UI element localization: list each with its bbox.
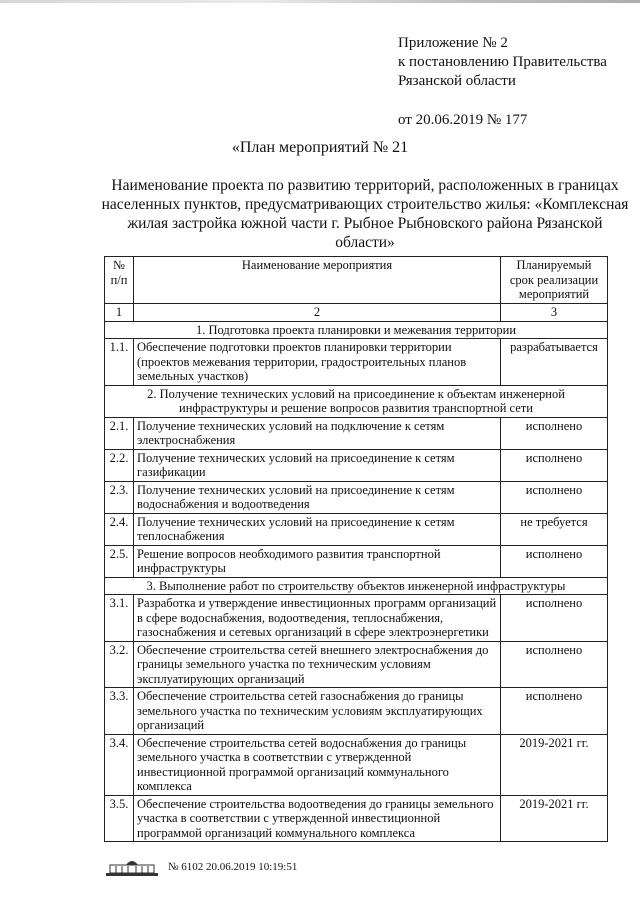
section-title: 1. Подготовка проекта планировки и межевания территории <box>105 321 608 339</box>
registration-stamp: № 6102 20.06.2019 10:19:51 <box>168 861 298 873</box>
row-term: исполнено <box>501 641 608 688</box>
table-row <box>105 795 608 842</box>
row-name: Обеспечение строительства сетей газоснабжения до границы земельного участка по техническим условиям эксплуатирующих организаций <box>134 688 501 735</box>
table-row <box>105 417 608 449</box>
header-num: № п/п <box>105 257 134 304</box>
appendix-decree: к постановлению Правительства <box>398 54 607 70</box>
appendix-number: Приложение № 2 <box>398 35 508 51</box>
plan-title: «План мероприятий № 21 <box>231 139 409 156</box>
row-num: 3.3. <box>105 688 134 735</box>
row-num: 2.2. <box>105 449 134 481</box>
table-row <box>105 513 608 545</box>
row-name: Получение технических условий на присоединение к сетям газификации <box>134 449 501 481</box>
section-row <box>105 321 608 339</box>
row-term: разрабатывается <box>501 339 608 386</box>
row-num: 2.4. <box>105 513 134 545</box>
government-building-icon <box>104 856 160 878</box>
row-term: исполнено <box>501 688 608 735</box>
row-term: не требуется <box>501 513 608 545</box>
row-term: исполнено <box>501 481 608 513</box>
row-num: 3.2. <box>105 641 134 688</box>
row-name: Решение вопросов необходимого развития транспортной инфраструктуры <box>134 545 501 577</box>
row-num: 2.3. <box>105 481 134 513</box>
table-header-row <box>105 257 608 304</box>
footer-stamp <box>104 856 297 878</box>
col-num-2: 2 <box>134 304 501 322</box>
row-name: Обеспечение подготовки проектов планировки территории (проектов межевания территории, градостроительных планов земельных участков) <box>134 339 501 386</box>
row-term: исполнено <box>501 449 608 481</box>
row-name: Обеспечение строительства водоотведения до границы земельного участка в соответствии с утвержденной инвестиционной программой организаций коммунального комплекса <box>134 795 501 842</box>
row-term: исполнено <box>501 417 608 449</box>
appendix-region: Рязанской области <box>398 73 516 89</box>
table-row <box>105 339 608 386</box>
section-row <box>105 577 608 595</box>
row-term: 2019-2021 гг. <box>501 795 608 842</box>
table-row <box>105 481 608 513</box>
row-term: исполнено <box>501 595 608 642</box>
table-row <box>105 545 608 577</box>
row-name: Получение технических условий на подключение к сетям электроснабжения <box>134 417 501 449</box>
column-numbers-row <box>105 304 608 322</box>
row-name: Обеспечение строительства сетей внешнего электроснабжения до границы земельного участка по техническим условиям эксплуатирующих организаций <box>134 641 501 688</box>
section-title: 2. Получение технических условий на присоединение к объектам инженерной инфраструктуры и решение вопросов развития транспортной сети <box>105 385 608 417</box>
row-name: Обеспечение строительства сетей водоснабжения до границы земельного участка в соответствии с утвержденной инвестиционной программой организаций коммунального комплекса <box>134 734 501 795</box>
header-term: Планируемый срок реализации мероприятий <box>501 257 608 304</box>
header-name: Наименование мероприятия <box>134 257 501 304</box>
row-num: 3.5. <box>105 795 134 842</box>
row-num: 3.1. <box>105 595 134 642</box>
row-num: 1.1. <box>105 339 134 386</box>
row-name: Получение технических условий на присоединение к сетям теплоснабжения <box>134 513 501 545</box>
row-name: Разработка и утверждение инвестиционных программ организаций в сфере водоснабжения, водоотведения, теплоснабжения, газоснабжения и сетевых организаций в сфере электроэнергетики <box>134 595 501 642</box>
project-name: Наименование проекта по развитию территорий, расположенных в границах населенных пунктов, предусматривающих строительство жилья: «Комплексная жилая застройка южной части г. Рыбное Рыбновского района Рязанской области» <box>101 177 629 251</box>
plan-table-body <box>105 257 608 842</box>
row-term: 2019-2021 гг. <box>501 734 608 795</box>
section-title: 3. Выполнение работ по строительству объектов инженерной инфраструктуры <box>105 577 608 595</box>
table-row <box>105 734 608 795</box>
section-row <box>105 385 608 417</box>
table-row <box>105 449 608 481</box>
row-num: 2.5. <box>105 545 134 577</box>
plan-table <box>104 256 608 842</box>
table-row <box>105 595 608 642</box>
col-num-3: 3 <box>501 304 608 322</box>
row-num: 2.1. <box>105 417 134 449</box>
appendix-block <box>398 34 607 130</box>
appendix-date: от 20.06.2019 № 177 <box>398 112 528 128</box>
row-num: 3.4. <box>105 734 134 795</box>
col-num-1: 1 <box>105 304 134 322</box>
table-row <box>105 641 608 688</box>
table-row <box>105 688 608 735</box>
row-name: Получение технических условий на присоединение к сетям водоснабжения и водоотведения <box>134 481 501 513</box>
row-term: исполнено <box>501 545 608 577</box>
scan-edge <box>0 0 640 3</box>
